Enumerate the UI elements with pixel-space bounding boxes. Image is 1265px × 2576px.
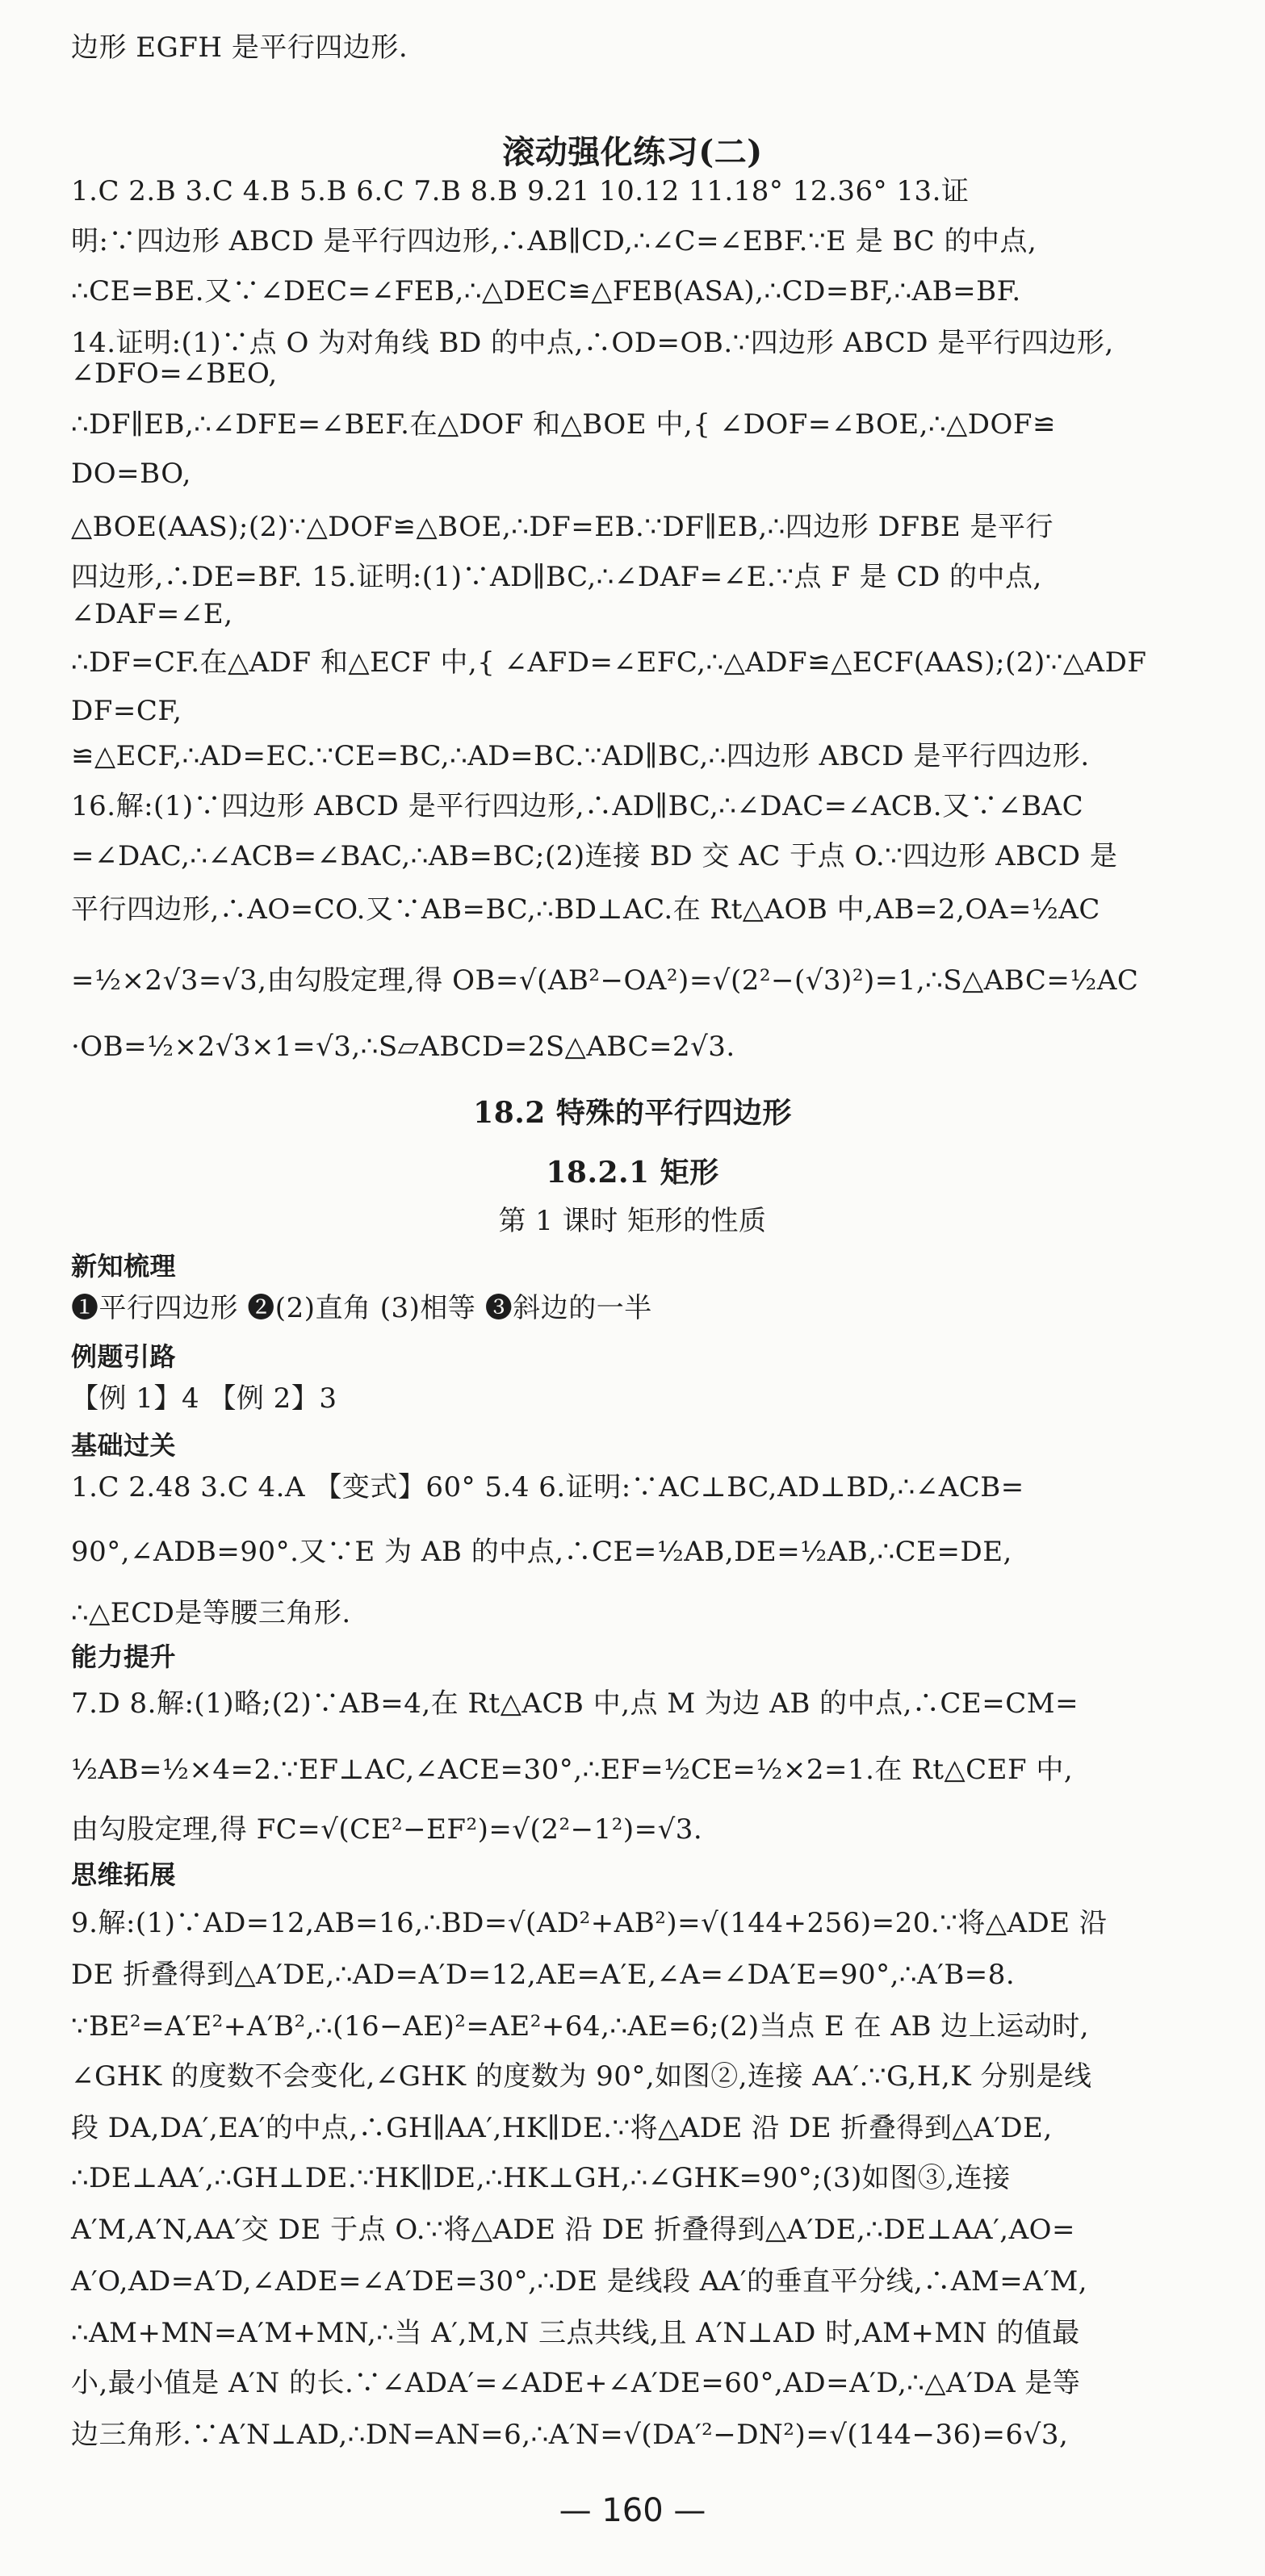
answer-line: 90°,∠ADB=90°.又∵E 为 AB 的中点,∴CE=½AB,DE=½AB,∴CE=DE, — [71, 1536, 1012, 1568]
answer-line: ∵BE²=A′E²+A′B²,∴(16−AE)²=AE²+64,∴AE=6;(2)当点 E 在 AB 边上运动时, — [71, 2010, 1090, 2043]
answer-line: DO=BO, — [71, 458, 191, 490]
answer-line: ≌△ECF,∴AD=EC.∵CE=BC,∴AD=BC.∵AD∥BC,∴四边形 ABCD 是平行四边形. — [71, 740, 1090, 772]
answer-line: 14.证明:(1)∵点 O 为对角线 BD 的中点,∴OD=OB.∵四边形 ABCD 是平行四边形, — [71, 327, 1114, 359]
answer-line: ∠GHK 的度数不会变化,∠GHK 的度数为 90°,如图②,连接 AA′.∵G,H,K 分别是线 — [71, 2060, 1092, 2093]
answer-line: ∠DAF=∠E, — [71, 598, 233, 630]
lesson-title: 第 1 课时 矩形的性质 — [498, 1205, 767, 1237]
answer-line: DF=CF, — [71, 695, 182, 727]
answer-line: ∴DF=CF.在△ADF 和△ECF 中,{ ∠AFD=∠EFC,∴△ADF≌△ECF(AAS);(2)∵△ADF — [71, 646, 1147, 679]
section-tag: 新知梳理 — [71, 1251, 177, 1282]
answer-line: ·OB=½×2√3×1=√3,∴S▱ABCD=2S△ABC=2√3. — [71, 1031, 735, 1063]
answer-line: 9.解:(1)∵AD=12,AB=16,∴BD=√(AD²+AB²)=√(144+256)=20.∵将△ADE 沿 — [71, 1907, 1108, 1939]
answer-line: 边形 EGFH 是平行四边形. — [71, 31, 408, 64]
section-tag: 思维拓展 — [71, 1859, 177, 1890]
answer-line: ∴DF∥EB,∴∠DFE=∠BEF.在△DOF 和△BOE 中,{ ∠DOF=∠BOE,∴△DOF≌ — [71, 408, 1056, 441]
chapter-heading: 18.2.1 矩形 — [546, 1156, 719, 1190]
answer-line: 四边形,∴DE=BF. 15.证明:(1)∵AD∥BC,∴∠DAF=∠E.∵点 F 是 CD 的中点, — [71, 561, 1042, 593]
answer-line: 小,最小值是 A′N 的长.∵∠ADA′=∠ADE+∠A′DE=60°,AD=A′D,∴△A′DA 是等 — [71, 2367, 1081, 2399]
answer-line: 由勾股定理,得 FC=√(CE²−EF²)=√(2²−1²)=√3. — [71, 1813, 703, 1846]
answer-line: ∴△ECD是等腰三角形. — [71, 1597, 351, 1629]
answer-line: 平行四边形,∴AO=CO.又∵AB=BC,∴BD⊥AC.在 Rt△AOB 中,AB=2,OA=½AC — [71, 893, 1100, 926]
section-title: 滚动强化练习(二) — [502, 133, 763, 171]
section-tag: 能力提升 — [71, 1641, 177, 1672]
answer-line: ∴AM+MN=A′M+MN,∴当 A′,M,N 三点共线,且 A′N⊥AD 时,AM+MN 的值最 — [71, 2317, 1080, 2349]
chapter-heading: 18.2 特殊的平行四边形 — [473, 1096, 792, 1130]
answer-line: 1.C 2.48 3.C 4.A 【变式】60° 5.4 6.证明:∵AC⊥BC,AD⊥BD,∴∠ACB= — [71, 1471, 1024, 1503]
answer-line: 16.解:(1)∵四边形 ABCD 是平行四边形,∴AD∥BC,∴∠DAC=∠ACB.又∵∠BAC — [71, 790, 1084, 822]
answer-line: 1.C 2.B 3.C 4.B 5.B 6.C 7.B 8.B 9.21 10.12 11.18° 12.36° 13.证 — [71, 175, 970, 207]
answer-line: ½AB=½×4=2.∵EF⊥AC,∠ACE=30°,∴EF=½CE=½×2=1.在 Rt△CEF 中, — [71, 1754, 1074, 1786]
answer-line: ❶平行四边形 ❷(2)直角 (3)相等 ❸斜边的一半 — [71, 1292, 652, 1324]
page-number: — 160 — — [559, 2492, 706, 2529]
answer-line: ∴CE=BE.又∵∠DEC=∠FEB,∴△DEC≌△FEB(ASA),∴CD=BF,∴AB=BF. — [71, 275, 1021, 307]
answer-line: 明:∵四边形 ABCD 是平行四边形,∴AB∥CD,∴∠C=∠EBF.∵E 是 BC 的中点, — [71, 225, 1037, 257]
answer-line: ∴DE⊥AA′,∴GH⊥DE.∵HK∥DE,∴HK⊥GH,∴∠GHK=90°;(3)如图③,连接 — [71, 2162, 1011, 2194]
section-tag: 例题引路 — [71, 1341, 177, 1372]
answer-line: 7.D 8.解:(1)略;(2)∵AB=4,在 Rt△ACB 中,点 M 为边 AB 的中点,∴CE=CM= — [71, 1687, 1079, 1720]
answer-line: 边三角形.∵A′N⊥AD,∴DN=AN=6,∴A′N=√(DA′²−DN²)=√(144−36)=6√3, — [71, 2419, 1069, 2451]
answer-line: A′O,AD=A′D,∠ADE=∠A′DE=30°,∴DE 是线段 AA′的垂直平分线,∴AM=A′M, — [71, 2265, 1088, 2298]
answer-line: 段 DA,DA′,EA′的中点,∴GH∥AA′,HK∥DE.∵将△ADE 沿 DE 折叠得到△A′DE, — [71, 2112, 1053, 2144]
answer-line: =½×2√3=√3,由勾股定理,得 OB=√(AB²−OA²)=√(2²−(√3)²)=1,∴S△ABC=½AC — [71, 964, 1139, 997]
answer-line: =∠DAC,∴∠ACB=∠BAC,∴AB=BC;(2)连接 BD 交 AC 于点 O.∵四边形 ABCD 是 — [71, 840, 1118, 872]
section-tag: 基础过关 — [71, 1430, 177, 1461]
answer-line: DE 折叠得到△A′DE,∴AD=A′D=12,AE=A′E,∠A=∠DA′E=90°,∴A′B=8. — [71, 1959, 1016, 1991]
answer-line: ∠DFO=∠BEO, — [71, 358, 278, 390]
answer-line: A′M,A′N,AA′交 DE 于点 O.∵将△ADE 沿 DE 折叠得到△A′DE,∴DE⊥AA′,AO= — [71, 2214, 1076, 2246]
answer-line: △BOE(AAS);(2)∵△DOF≌△BOE,∴DF=EB.∵DF∥EB,∴四边形 DFBE 是平行 — [71, 511, 1054, 543]
answer-line: 【例 1】4 【例 2】3 — [71, 1382, 337, 1415]
